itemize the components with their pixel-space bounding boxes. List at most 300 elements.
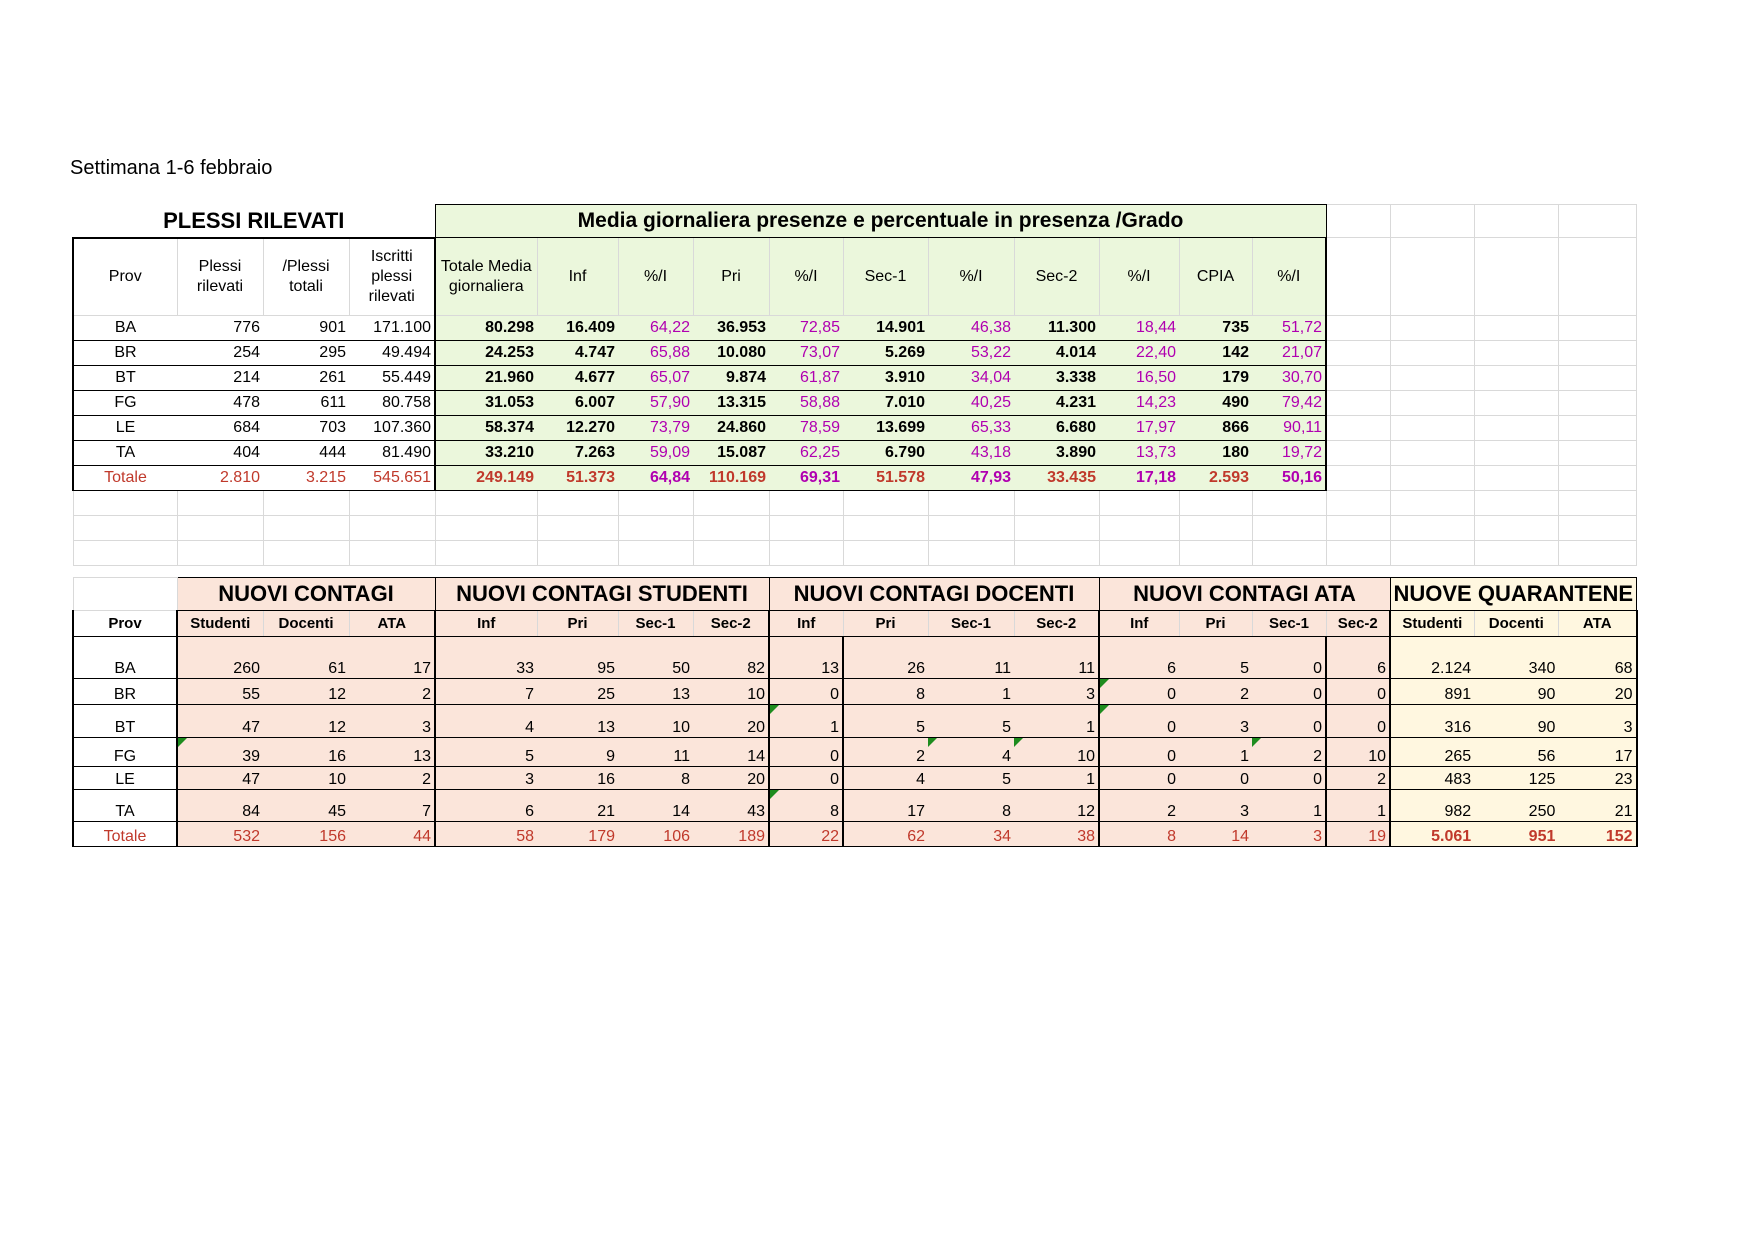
data-cell: 47 [177,767,263,790]
data-cell: 17,18 [1099,466,1179,491]
data-cell: 56 [1474,738,1558,767]
empty-cell [1390,416,1474,441]
column-header: %/I [618,238,693,316]
data-cell: 6.007 [537,391,618,416]
data-cell: 261 [263,366,349,391]
data-cell: 3 [1252,822,1326,847]
table-row [73,341,1636,366]
data-cell: 31.053 [435,391,537,416]
data-cell: 22,40 [1099,341,1179,366]
data-cell: 3 [435,767,537,790]
nuovi-contagi-docenti-header: NUOVI CONTAGI DOCENTI [769,578,1099,611]
empty-cell [1326,416,1390,441]
data-cell: 17 [843,790,928,822]
data-cell: 776 [177,316,263,341]
data-cell: 3 [1179,790,1252,822]
data-cell: 8 [843,679,928,705]
data-cell: 3 [1179,705,1252,738]
data-cell: 43 [693,790,769,822]
data-cell: 19,72 [1252,441,1326,466]
data-cell: 12.270 [537,416,618,441]
empty-cell [1558,391,1636,416]
column-header: %/I [1252,238,1326,316]
data-cell: 0 [769,679,843,705]
data-cell: 16.409 [537,316,618,341]
table-row [73,391,1636,416]
column-header: Inf [1099,611,1179,637]
data-cell: 13 [618,679,693,705]
data-cell: 6 [1326,637,1390,679]
data-cell: 2 [1099,790,1179,822]
row-label: BA [73,316,177,341]
row-label: BR [73,341,177,366]
data-cell: 6 [1099,637,1179,679]
empty-cell [1474,466,1558,491]
empty-cell [1474,238,1558,316]
empty-cell [1326,466,1390,491]
data-cell: 3 [1558,705,1636,738]
data-cell: 69,31 [769,466,843,491]
data-cell: 684 [177,416,263,441]
data-cell: 51.373 [537,466,618,491]
empty-cell [1474,391,1558,416]
data-cell: 2.124 [1390,637,1474,679]
total-row [73,466,1636,491]
column-header: Docenti [263,611,349,637]
row-label: BT [73,366,177,391]
data-cell: 4.677 [537,366,618,391]
column-header: /Plessi totali [263,238,349,316]
data-cell: 12 [263,679,349,705]
data-cell: 125 [1474,767,1558,790]
column-header: Inf [769,611,843,637]
table-row [73,705,1637,738]
data-cell: 8 [618,767,693,790]
column-header: Pri [693,238,769,316]
data-cell: 260 [177,637,263,679]
empty-cell [1326,441,1390,466]
data-cell: 0 [1252,637,1326,679]
data-cell: 901 [263,316,349,341]
data-cell: 2 [1252,738,1326,767]
data-cell: 532 [177,822,263,847]
empty-cell [1326,366,1390,391]
table-row [73,637,1637,679]
data-cell: 64,84 [618,466,693,491]
column-header: Pri [1179,611,1252,637]
empty-cell [1326,391,1390,416]
empty-cell [1558,316,1636,341]
data-cell: 40,25 [928,391,1014,416]
data-cell: 249.149 [435,466,537,491]
data-cell: 10 [263,767,349,790]
row-label: LE [73,767,177,790]
data-cell: 80.298 [435,316,537,341]
data-cell: 982 [1390,790,1474,822]
data-cell: 20 [693,767,769,790]
row-label: Totale [73,466,177,491]
data-cell: 62,25 [769,441,843,466]
data-cell: 15.087 [693,441,769,466]
data-cell: 25 [537,679,618,705]
column-header: Prov [73,611,177,637]
column-header: Sec-2 [1326,611,1390,637]
data-cell: 1 [1014,767,1099,790]
data-cell: 0 [1099,767,1179,790]
row-label: BA [73,637,177,679]
empty-cell [1326,238,1390,316]
data-cell: 26 [843,637,928,679]
column-header: %/I [928,238,1014,316]
data-cell: 79,42 [1252,391,1326,416]
data-cell: 19 [1326,822,1390,847]
data-cell: 295 [263,341,349,366]
data-cell: 0 [769,767,843,790]
data-cell: 55 [177,679,263,705]
data-cell: 33.210 [435,441,537,466]
data-cell: 5 [928,705,1014,738]
data-cell: 250 [1474,790,1558,822]
data-cell: 490 [1179,391,1252,416]
data-cell: 10 [1014,738,1099,767]
data-cell: 1 [1252,790,1326,822]
data-cell: 50 [618,637,693,679]
data-cell: 64,22 [618,316,693,341]
empty-cell [1326,341,1390,366]
empty-cell [1390,391,1474,416]
table-row [73,416,1636,441]
data-cell: 10.080 [693,341,769,366]
data-cell: 20 [693,705,769,738]
data-cell: 265 [1390,738,1474,767]
nuove-quarantene-header: NUOVE QUARANTENE [1390,578,1637,611]
data-cell: 152 [1558,822,1636,847]
column-header: Iscritti plessi rilevati [349,238,435,316]
empty-cell [1558,366,1636,391]
data-cell: 62 [843,822,928,847]
column-header: Prov [73,238,177,316]
page-title: Settimana 1-6 febbraio [70,157,273,179]
data-cell: 4.014 [1014,341,1099,366]
data-cell: 90 [1474,705,1558,738]
data-cell: 107.360 [349,416,435,441]
data-cell: 0 [1252,705,1326,738]
data-cell: 5 [928,767,1014,790]
data-cell: 0 [1099,679,1179,705]
data-cell: 84 [177,790,263,822]
data-cell: 36.953 [693,316,769,341]
data-cell: 33.435 [1014,466,1099,491]
nuovi-contagi-studenti-header: NUOVI CONTAGI STUDENTI [435,578,769,611]
column-header: Pri [537,611,618,637]
data-cell: 16 [263,738,349,767]
data-cell: 254 [177,341,263,366]
data-cell: 1 [928,679,1014,705]
data-cell: 73,79 [618,416,693,441]
data-cell: 65,07 [618,366,693,391]
column-header: Inf [537,238,618,316]
data-cell: 45 [263,790,349,822]
data-cell: 24.253 [435,341,537,366]
data-cell: 404 [177,441,263,466]
data-cell: 4 [928,738,1014,767]
data-cell: 483 [1390,767,1474,790]
data-cell: 0 [1252,679,1326,705]
data-cell: 43,18 [928,441,1014,466]
data-cell: 611 [263,391,349,416]
data-cell: 13.315 [693,391,769,416]
data-cell: 21 [537,790,618,822]
empty-cell [1390,238,1474,316]
data-cell: 2 [349,679,435,705]
empty-cell [1558,466,1636,491]
data-cell: 14.901 [843,316,928,341]
data-cell: 44 [349,822,435,847]
data-cell: 7 [435,679,537,705]
data-cell: 8 [928,790,1014,822]
contagi-table [72,577,1638,847]
data-cell: 0 [1326,705,1390,738]
data-cell: 8 [1099,822,1179,847]
data-cell: 9 [537,738,618,767]
data-cell: 110.169 [693,466,769,491]
presenze-table [72,204,1637,566]
data-cell: 13,73 [1099,441,1179,466]
row-label: TA [73,790,177,822]
data-cell: 17,97 [1099,416,1179,441]
media-presenze-header: Media giornaliera presenze e percentuale in presenza /Grado [435,205,1326,238]
empty-cell [1558,416,1636,441]
column-header: %/I [1099,238,1179,316]
data-cell: 2 [1179,679,1252,705]
data-cell: 5 [1179,637,1252,679]
data-cell: 90,11 [1252,416,1326,441]
data-cell: 0 [1179,767,1252,790]
column-header: Pri [843,611,928,637]
column-header: Totale Media giornaliera [435,238,537,316]
column-header: ATA [1558,611,1636,637]
data-cell: 3 [1014,679,1099,705]
data-cell: 735 [1179,316,1252,341]
data-cell: 61,87 [769,366,843,391]
data-cell: 7.263 [537,441,618,466]
data-cell: 23 [1558,767,1636,790]
column-header: Studenti [177,611,263,637]
empty-cell [1558,441,1636,466]
row-label: FG [73,738,177,767]
data-cell: 5.061 [1390,822,1474,847]
data-cell: 13 [349,738,435,767]
data-cell: 0 [769,738,843,767]
empty-cell [1474,366,1558,391]
data-cell: 95 [537,637,618,679]
column-header: Studenti [1390,611,1474,637]
column-header: Inf [435,611,537,637]
data-cell: 65,33 [928,416,1014,441]
data-cell: 58.374 [435,416,537,441]
data-cell: 1 [1326,790,1390,822]
data-cell: 49.494 [349,341,435,366]
empty-cell [73,578,177,611]
data-cell: 51,72 [1252,316,1326,341]
column-header: Sec-1 [1252,611,1326,637]
table-row [73,738,1637,767]
data-cell: 545.651 [349,466,435,491]
data-cell: 20 [1558,679,1636,705]
data-cell: 22 [769,822,843,847]
data-cell: 33 [435,637,537,679]
empty-cell [1390,341,1474,366]
table-row [73,790,1637,822]
data-cell: 68 [1558,637,1636,679]
data-cell: 179 [1179,366,1252,391]
plessi-rilevati-header: PLESSI RILEVATI [73,205,435,238]
data-cell: 142 [1179,341,1252,366]
data-cell: 478 [177,391,263,416]
data-cell: 90 [1474,679,1558,705]
data-cell: 13.699 [843,416,928,441]
row-label: Totale [73,822,177,847]
data-cell: 14 [618,790,693,822]
data-cell: 4 [843,767,928,790]
data-cell: 55.449 [349,366,435,391]
data-cell: 73,07 [769,341,843,366]
data-cell: 10 [1326,738,1390,767]
data-cell: 21,07 [1252,341,1326,366]
data-cell: 340 [1474,637,1558,679]
column-header: ATA [349,611,435,637]
empty-cell [1558,341,1636,366]
row-label: BT [73,705,177,738]
row-label: BR [73,679,177,705]
data-cell: 1 [1179,738,1252,767]
empty-cell [1474,441,1558,466]
empty-cell [1326,316,1390,341]
empty-cell [1390,316,1474,341]
data-cell: 316 [1390,705,1474,738]
column-header: Sec-1 [843,238,928,316]
data-cell: 61 [263,637,349,679]
empty-cell [1474,416,1558,441]
column-header: Sec-1 [928,611,1014,637]
data-cell: 51.578 [843,466,928,491]
data-cell: 866 [1179,416,1252,441]
row-label: FG [73,391,177,416]
data-cell: 81.490 [349,441,435,466]
data-cell: 3.890 [1014,441,1099,466]
data-cell: 951 [1474,822,1558,847]
data-cell: 10 [693,679,769,705]
data-cell: 891 [1390,679,1474,705]
data-cell: 30,70 [1252,366,1326,391]
data-cell: 0 [1099,738,1179,767]
data-cell: 14 [1179,822,1252,847]
data-cell: 78,59 [769,416,843,441]
data-cell: 34,04 [928,366,1014,391]
data-cell: 72,85 [769,316,843,341]
data-cell: 80.758 [349,391,435,416]
empty-cell [1390,441,1474,466]
data-cell: 6 [435,790,537,822]
column-header: Sec-2 [1014,238,1099,316]
data-cell: 10 [618,705,693,738]
empty-cell [1390,366,1474,391]
column-header: Plessi rilevati [177,238,263,316]
data-cell: 34 [928,822,1014,847]
data-cell: 47,93 [928,466,1014,491]
data-cell: 2 [1326,767,1390,790]
data-cell: 3.215 [263,466,349,491]
data-cell: 58 [435,822,537,847]
data-cell: 38 [1014,822,1099,847]
data-cell: 1 [1014,705,1099,738]
data-cell: 12 [1014,790,1099,822]
column-header: Sec-1 [618,611,693,637]
column-header: %/I [769,238,843,316]
data-cell: 21 [1558,790,1636,822]
empty-cell [1474,316,1558,341]
column-header: Docenti [1474,611,1558,637]
data-cell: 7 [349,790,435,822]
data-cell: 5.269 [843,341,928,366]
data-cell: 12 [263,705,349,738]
data-cell: 47 [177,705,263,738]
data-cell: 18,44 [1099,316,1179,341]
data-cell: 2 [843,738,928,767]
data-cell: 189 [693,822,769,847]
data-cell: 16,50 [1099,366,1179,391]
column-header: Sec-2 [693,611,769,637]
data-cell: 0 [1326,679,1390,705]
data-cell: 21.960 [435,366,537,391]
data-cell: 6.790 [843,441,928,466]
data-cell: 59,09 [618,441,693,466]
data-cell: 53,22 [928,341,1014,366]
data-cell: 82 [693,637,769,679]
data-cell: 14,23 [1099,391,1179,416]
table-row [73,767,1637,790]
data-cell: 50,16 [1252,466,1326,491]
empty-cell [1474,341,1558,366]
row-label: TA [73,441,177,466]
data-cell: 3 [349,705,435,738]
data-cell: 1 [769,705,843,738]
data-cell: 156 [263,822,349,847]
data-cell: 0 [1252,767,1326,790]
data-cell: 16 [537,767,618,790]
nuovi-contagi-header: NUOVI CONTAGI [177,578,435,611]
nuovi-contagi-ata-header: NUOVI CONTAGI ATA [1099,578,1390,611]
data-cell: 4.231 [1014,391,1099,416]
data-cell: 171.100 [349,316,435,341]
empty-cell [1558,238,1636,316]
data-cell: 214 [177,366,263,391]
data-cell: 65,88 [618,341,693,366]
data-cell: 2.810 [177,466,263,491]
data-cell: 17 [1558,738,1636,767]
data-cell: 6.680 [1014,416,1099,441]
data-cell: 2.593 [1179,466,1252,491]
data-cell: 11 [928,637,1014,679]
data-cell: 58,88 [769,391,843,416]
data-cell: 3.338 [1014,366,1099,391]
data-cell: 11 [618,738,693,767]
data-cell: 4.747 [537,341,618,366]
data-cell: 14 [693,738,769,767]
data-cell: 5 [843,705,928,738]
data-cell: 0 [1099,705,1179,738]
data-cell: 180 [1179,441,1252,466]
